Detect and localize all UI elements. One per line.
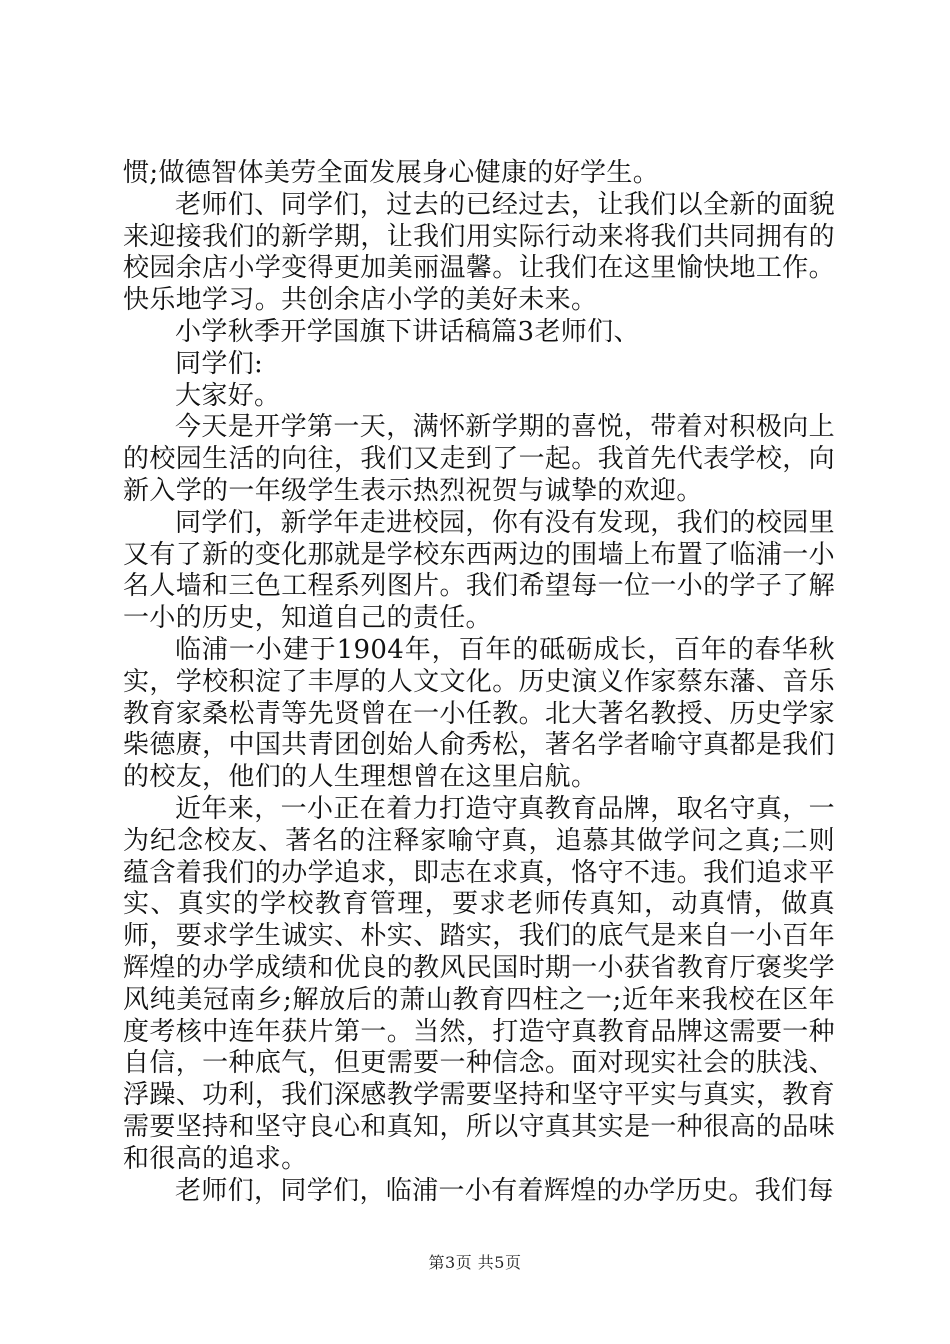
paragraph-4-salutation: 同学们: bbox=[175, 348, 264, 379]
paragraph-3-heading: 小学秋季开学国旗下讲话稿篇3老师们、 bbox=[175, 316, 640, 347]
paragraph-2: 老师们、同学们，过去的已经过去，让我们以全新的面貌来迎接我们的新学期，让我们用实际行动来将我们共同拥有的校园余店小学变得更加美丽温馨。让我们在这里愉快地工作。快乐地学习。共创余店小学的美好未来。 bbox=[123, 189, 835, 316]
paragraph-10: 老师们，同学们，临浦一小有着辉煌的办学历史。我们每 bbox=[175, 1175, 834, 1206]
paragraph-8: 临浦一小建于1904年，百年的砥砺成长，百年的春华秋实，学校积淀了丰厚的人文文化。历史演义作家蔡东藩、音乐教育家桑松青等先贤曾在一小任教。北大著名教授、历史学家柴德赓，中国共青团创始人俞秀松，著名学者喻守真都是我们的校友，他们的人生理想曾在这里启航。 bbox=[123, 634, 835, 793]
document-body bbox=[123, 158, 835, 1207]
paragraph-6: 今天是开学第一天，满怀新学期的喜悦，带着对积极向上的校园生活的向往，我们又走到了一起。我首先代表学校，向新入学的一年级学生表示热烈祝贺与诚挚的欢迎。 bbox=[123, 412, 835, 506]
paragraph-1: 惯;做德智体美劳全面发展身心健康的好学生。 bbox=[123, 158, 660, 188]
page-number-footer: 第3页 共5页 bbox=[428, 1253, 522, 1272]
paragraph-7: 同学们，新学年走进校园，你有没有发现，我们的校园里又有了新的变化那就是学校东西两边的围墙上布置了临浦一小名人墙和三色工程系列图片。我们希望每一位一小的学子了解一小的历史，知道自己的责任。 bbox=[123, 507, 835, 634]
paragraph-5-greeting: 大家好。 bbox=[175, 380, 281, 411]
paragraph-9: 近年来，一小正在着力打造守真教育品牌，取名守真，一为纪念校友、著名的注释家喻守真，追慕其做学问之真;二则蕴含着我们的办学追求，即志在求真，恪守不违。我们追求平实、真实的学校教育管理，要求老师传真知，动真情，做真师，要求学生诚实、朴实、踏实，我们的底气是来自一小百年辉煌的办学成绩和优良的教风民国时期一小获省教育厅褒奖学风纯美冠南乡;解放后的萧山教育四柱之一;近年来我校在区年度考核中连年获片第一。当然，打造守真教育品牌这需要一种自信，一种底气，但更需要一种信念。面对现实社会的肤浅、浮躁、功利，我们深感教学需要坚持和坚守平实与真实，教育需要坚持和坚守良心和真知，所以守真其实是一种很高的品味和很高的追求。 bbox=[123, 793, 835, 1174]
